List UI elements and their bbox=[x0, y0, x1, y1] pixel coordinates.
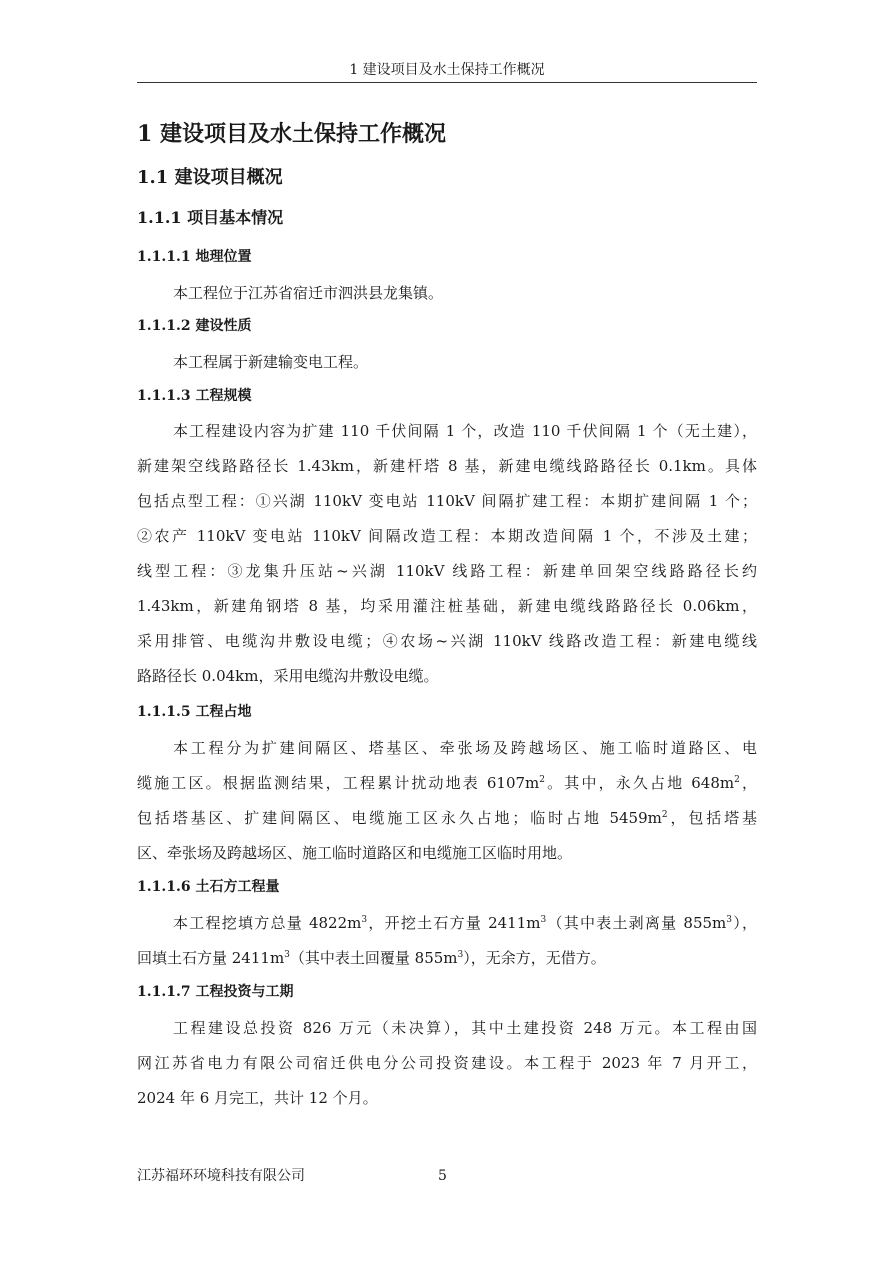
text-line: ②农产 110kV 变电站 110kV 间隔改造工程：本期改造间隔 1 个，不涉及土建； bbox=[137, 527, 757, 545]
heading-nature: 1.1.1.2 建设性质 bbox=[137, 318, 252, 334]
section-title-1-1: 1.1 建设项目概况 bbox=[137, 167, 283, 188]
text-line: 采用排管、电缆沟井敷设电缆；④农场~兴湖 110kV 线路改造工程：新建电缆线 bbox=[137, 632, 757, 650]
heading-land-occupation: 1.1.1.5 工程占地 bbox=[137, 704, 252, 720]
text-line: 2024 年 6 月完工，共计 12 个月。 bbox=[137, 1089, 378, 1107]
text-line: 路路径长 0.04km，采用电缆沟井敷设电缆。 bbox=[137, 667, 439, 685]
text-line: 本工程挖填方总量 $4822m^3$，开挖土石方量 $2411m^3$（其中表土剥离量 $855m^3$）， bbox=[173, 914, 758, 932]
paragraph-nature bbox=[137, 345, 757, 380]
footer-company: 江苏福环环境科技有限公司 bbox=[137, 1168, 305, 1184]
text-line: 新建架空线路路径长 1.43km，新建杆塔 8 基，新建电缆线路路径长 0.1km。具体 bbox=[137, 457, 757, 475]
text-line: 缆施工区。根据监测结果，工程累计扰动地表 $6107m^2$。其中，永久占地 $648m^2$， bbox=[137, 774, 757, 792]
text-line: 本工程属于新建输变电工程。 bbox=[173, 353, 369, 371]
text-line: 回填土石方量 $2411m^3$（其中表土回覆量 $855m^3$），无余方，无借方。 bbox=[137, 949, 606, 967]
page-number: 5 bbox=[438, 1168, 447, 1184]
text-line: 网江苏省电力有限公司宿迁供电分公司投资建设。本工程于 2023 年 7 月开工， bbox=[137, 1054, 757, 1072]
chapter-title: 1 建设项目及水土保持工作概况 bbox=[137, 121, 446, 147]
paragraph-investment-schedule bbox=[137, 1011, 757, 1116]
section-title-1-1-1: 1.1.1 项目基本情况 bbox=[137, 208, 284, 227]
heading-location: 1.1.1.1 地理位置 bbox=[137, 249, 252, 265]
running-header: 1 建设项目及水土保持工作概况 bbox=[349, 62, 545, 78]
text-line: 1.43km，新建角钢塔 8 基，均采用灌注桩基础，新建电缆线路路径长 0.06km， bbox=[137, 597, 757, 615]
text-line: 区、牵张场及跨越场区、施工临时道路区和电缆施工区临时用地。 bbox=[137, 844, 573, 862]
heading-earthwork: 1.1.1.6 土石方工程量 bbox=[137, 879, 280, 895]
text-line: 包括塔基区、扩建间隔区、电缆施工区永久占地；临时占地 $5459m^2$，包括塔基 bbox=[137, 809, 757, 827]
text-line: 本工程位于江苏省宿迁市泗洪县龙集镇。 bbox=[173, 284, 444, 302]
paragraph-location bbox=[137, 276, 757, 311]
paragraph-earthwork bbox=[137, 906, 757, 976]
heading-scale: 1.1.1.3 工程规模 bbox=[137, 388, 252, 404]
text-line: 本工程分为扩建间隔区、塔基区、牵张场及跨越场区、施工临时道路区、电 bbox=[173, 739, 757, 757]
heading-investment-schedule: 1.1.1.7 工程投资与工期 bbox=[137, 984, 294, 1000]
paragraph-land-occupation bbox=[137, 731, 757, 871]
text-line: 本工程建设内容为扩建 110 千伏间隔 1 个，改造 110 千伏间隔 1 个（无土建）， bbox=[173, 422, 757, 440]
text-line: 线型工程：③龙集升压站~兴湖 110kV 线路工程：新建单回架空线路路径长约 bbox=[137, 562, 757, 580]
text-line: 包括点型工程：①兴湖 110kV 变电站 110kV 间隔扩建工程：本期扩建间隔 1 个； bbox=[137, 492, 757, 510]
header-rule bbox=[137, 82, 757, 83]
text-line: 工程建设总投资 826 万元（未决算），其中土建投资 248 万元。本工程由国 bbox=[173, 1019, 757, 1037]
paragraph-scale bbox=[137, 414, 757, 694]
